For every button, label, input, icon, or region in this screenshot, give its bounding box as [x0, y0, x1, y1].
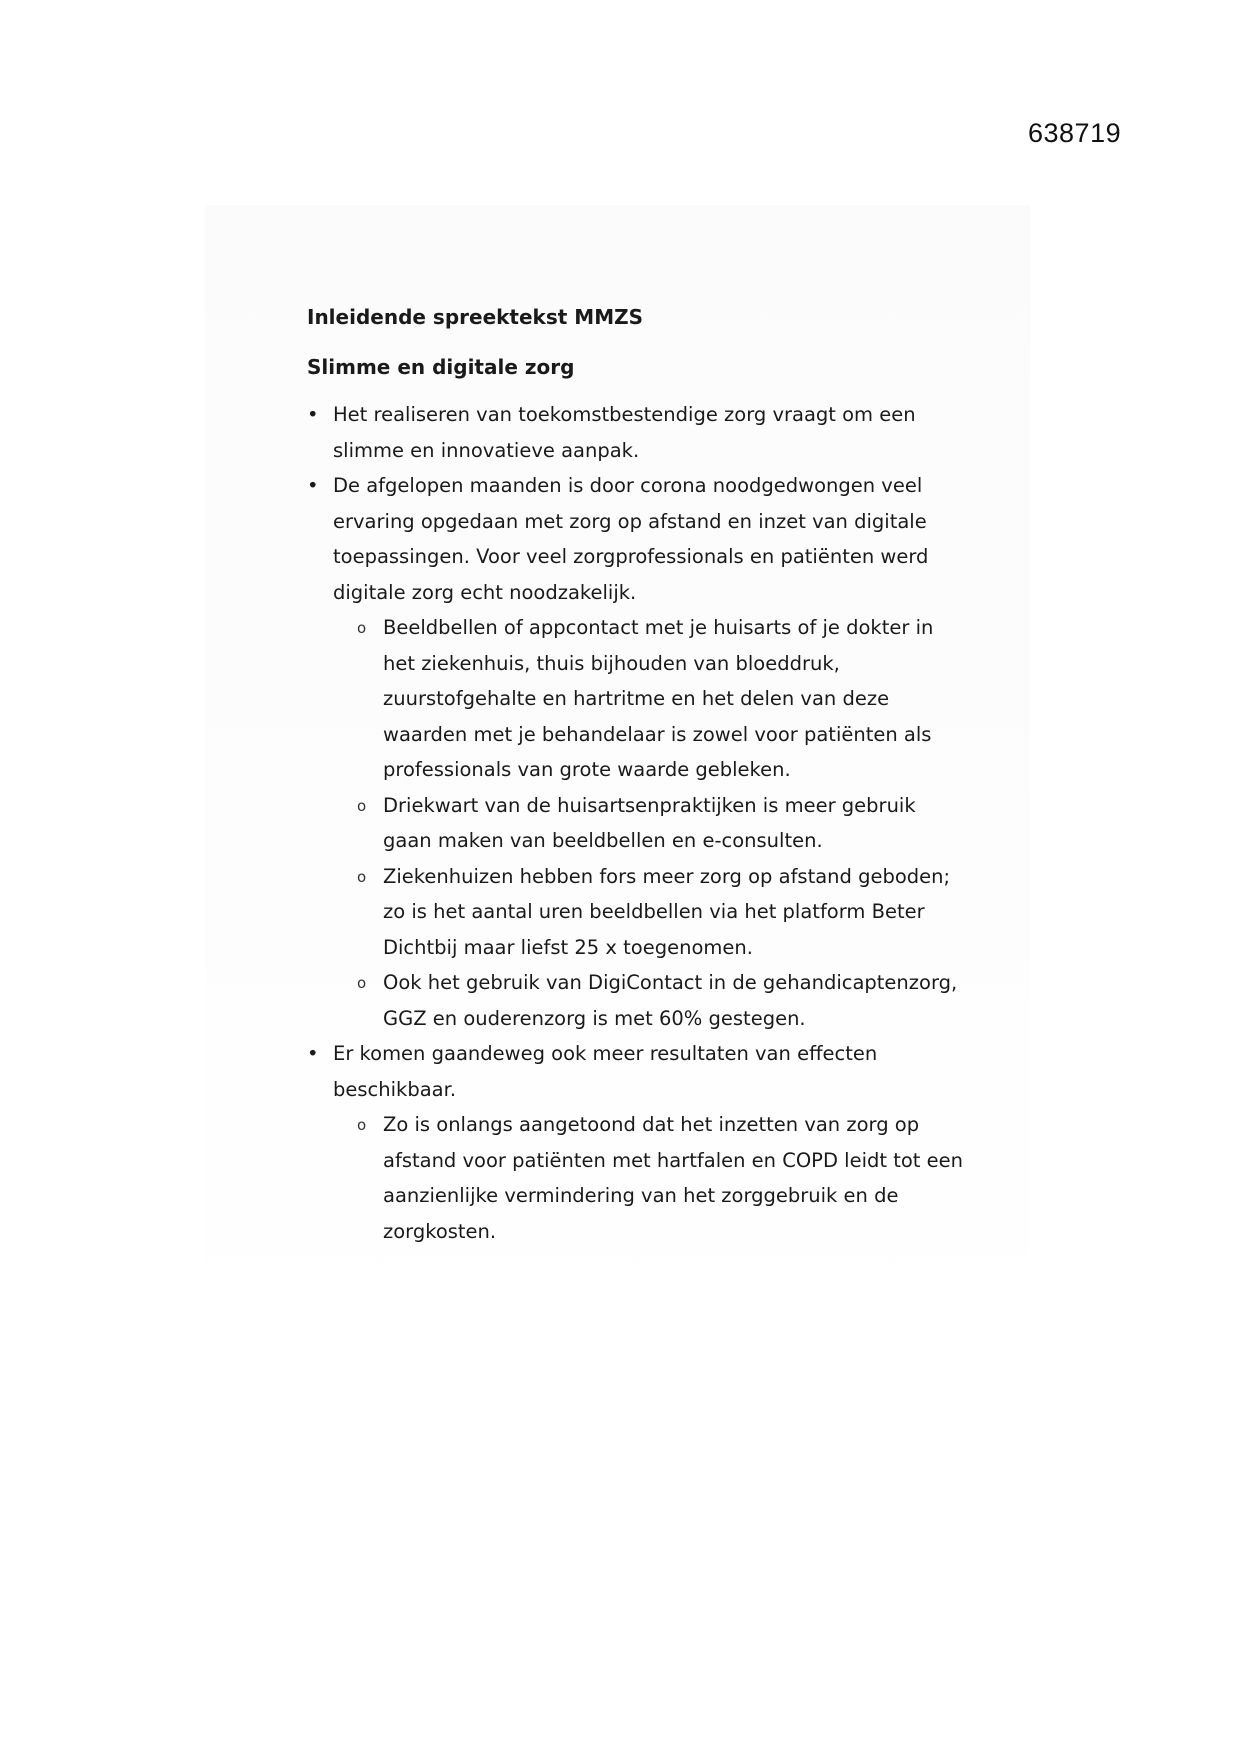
- sub-bullet-marker: o: [357, 796, 367, 815]
- sub-bullet-item: [357, 965, 967, 1036]
- bullet-item: [307, 397, 967, 468]
- sub-bullet-text: Ziekenhuizen hebben fors meer zorg op afstand geboden; zo is het aantal uren beeldbellen via het platform Beter Dichtbij maar liefst 25 x toegenomen.: [383, 864, 951, 959]
- sub-bullet-marker: o: [357, 974, 367, 992]
- sub-bullet-marker: o: [357, 867, 367, 886]
- bullet-list: [307, 397, 967, 1249]
- bullet-text: De afgelopen maanden is door corona noodgedwongen veel ervaring opgedaan met zorg op afstand en inzet van digitale toepassingen. Voor veel zorgprofessionals en patiënten werd digitale zorg echt noodzakelijk.: [333, 474, 929, 604]
- sub-bullet-item: [357, 1107, 967, 1249]
- bullet-text: Het realiseren van toekomstbestendige zorg vraagt om een slimme en innovatieve aanpak.: [333, 403, 916, 462]
- document-number: 638719: [1028, 118, 1122, 148]
- sub-bullet-text: Zo is onlangs aangetoond dat het inzetten van zorg op afstand voor patiënten met hartfalen en COPD leidt tot een aanzienlijke vermindering van het zorggebruik en de zorgkosten.: [383, 1113, 963, 1243]
- sub-bullet-item: [357, 610, 967, 788]
- sub-bullet-text: Beeldbellen of appcontact met je huisarts of je dokter in het ziekenhuis, thuis bijhouden van bloeddruk, zuurstofgehalte en hartritme en het delen van deze waarden met je behandelaar is zowel voor patiënten als professionals van grote waarde gebleken.: [383, 616, 934, 781]
- bullet-item: [307, 1036, 967, 1249]
- bullet-item: [307, 468, 967, 1036]
- sub-bullet-text: Ook het gebruik van DigiContact in de gehandicaptenzorg, GGZ en ouderenzorg is met 60% gestegen.: [383, 971, 958, 1030]
- sub-bullet-item: [357, 788, 967, 859]
- bullet-marker: •: [307, 403, 319, 426]
- document-body: [307, 303, 967, 1249]
- sub-bullet-marker: o: [357, 619, 367, 637]
- sub-bullet-list: [333, 1107, 967, 1249]
- sub-bullet-item: [357, 859, 967, 966]
- document-subtitle: Slimme en digitale zorg: [307, 355, 575, 379]
- sub-bullet-list: [333, 610, 967, 1036]
- document-title: Inleidende spreektekst MMZS: [307, 305, 643, 329]
- sub-bullet-marker: o: [357, 1116, 367, 1134]
- bullet-marker: •: [307, 1042, 319, 1065]
- sub-bullet-text: Driekwart van de huisartsenpraktijken is meer gebruik gaan maken van beeldbellen en e-consulten.: [383, 793, 916, 852]
- bullet-marker: •: [307, 474, 319, 497]
- bullet-text: Er komen gaandeweg ook meer resultaten van effecten beschikbaar.: [333, 1042, 878, 1101]
